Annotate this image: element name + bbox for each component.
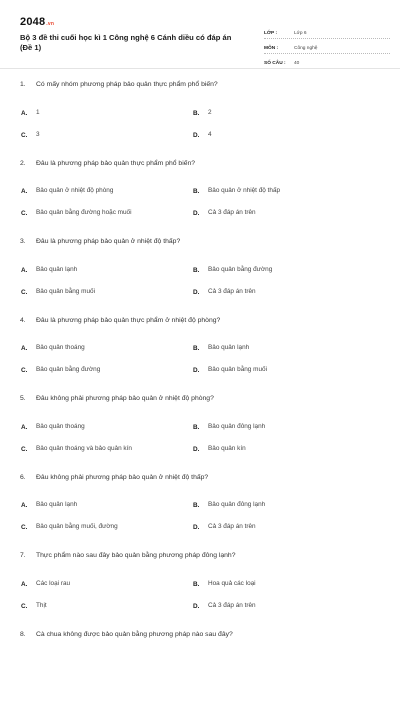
answer-option-c[interactable]	[20, 517, 192, 539]
question-stem: Có mấy nhóm phương pháp bảo quản thực phẩm phổ biến?	[36, 81, 218, 88]
option-letter: B.	[192, 267, 208, 274]
option-text: Bảo quản lạnh	[208, 344, 364, 353]
answer-option-b[interactable]	[192, 416, 364, 438]
question-4	[20, 316, 380, 395]
question-number: 5.	[20, 394, 36, 404]
question-stem: Đâu là phương pháp bảo quản ở nhiệt độ thấp?	[36, 238, 180, 245]
answer-option-b[interactable]	[192, 495, 364, 517]
question-text	[20, 80, 380, 102]
meta-count-label: SỐ CÂU :	[264, 61, 294, 68]
option-text: Bảo quản bằng muối	[208, 366, 364, 375]
option-letter: B.	[192, 502, 208, 509]
option-letter: C.	[20, 132, 36, 139]
option-text: Cả 3 đáp án trên	[208, 602, 364, 611]
answer-option-c[interactable]	[20, 124, 192, 146]
answer-options	[20, 181, 380, 225]
question-7	[20, 551, 380, 630]
option-letter: C.	[20, 446, 36, 453]
meta-grade-label: LỚP :	[264, 31, 294, 38]
answer-option-b[interactable]	[192, 102, 364, 124]
answer-option-c[interactable]	[20, 595, 192, 617]
answer-option-d[interactable]	[192, 517, 364, 539]
meta-count	[264, 54, 390, 69]
option-text: 1	[36, 109, 192, 118]
meta-grade	[264, 24, 390, 39]
option-letter: C.	[20, 603, 36, 610]
answer-options	[20, 338, 380, 382]
question-1	[20, 80, 380, 159]
answer-option-a[interactable]	[20, 181, 192, 203]
option-letter: C.	[20, 524, 36, 531]
option-text: Cả 3 đáp án trên	[208, 288, 364, 297]
option-text: Bảo quản thoáng	[36, 423, 192, 432]
answer-option-a[interactable]	[20, 338, 192, 360]
question-stem: Đâu không phải phương pháp bảo quản ở nhiệt độ thấp?	[36, 474, 208, 481]
answer-option-a[interactable]	[20, 416, 192, 438]
option-text: Bảo quản lạnh	[36, 266, 192, 275]
question-number: 4.	[20, 316, 36, 326]
answer-options	[20, 573, 380, 617]
question-6	[20, 473, 380, 552]
option-letter: B.	[192, 345, 208, 352]
question-text	[20, 316, 380, 338]
question-number: 2.	[20, 159, 36, 169]
answer-option-a[interactable]	[20, 259, 192, 281]
answer-option-d[interactable]	[192, 124, 364, 146]
question-number: 3.	[20, 237, 36, 247]
question-text	[20, 630, 380, 652]
option-letter: C.	[20, 367, 36, 374]
option-text: Bảo quản bằng đường	[208, 266, 364, 275]
option-letter: A.	[20, 502, 36, 509]
option-text: Bảo quản ở nhiệt độ phòng	[36, 187, 192, 196]
option-text: 3	[36, 131, 192, 140]
option-text: Thịt	[36, 602, 192, 611]
meta-subject-label: MÔN :	[264, 46, 294, 53]
option-letter: B.	[192, 188, 208, 195]
option-text: Bảo quản bằng muối	[36, 288, 192, 297]
option-letter: D.	[192, 210, 208, 217]
question-number: 8.	[20, 630, 36, 640]
option-text: Bảo quản bằng đường	[36, 366, 192, 375]
option-letter: D.	[192, 524, 208, 531]
answer-option-b[interactable]	[192, 259, 364, 281]
question-text	[20, 394, 380, 416]
answer-option-b[interactable]	[192, 181, 364, 203]
option-letter: A.	[20, 188, 36, 195]
option-text: Bảo quản đông lạnh	[208, 501, 364, 510]
site-logo[interactable]: 2048.vn	[20, 16, 54, 28]
option-text: Cả 3 đáp án trên	[208, 209, 364, 218]
question-number: 7.	[20, 551, 36, 561]
question-stem: Đâu là phương pháp bảo quản thực phẩm ở nhiệt độ phòng?	[36, 317, 220, 324]
option-text: Bảo quản thoáng và bảo quản kín	[36, 445, 192, 454]
question-stem: Đâu là phương pháp bảo quản thực phẩm phổ biến?	[36, 160, 195, 167]
option-letter: A.	[20, 345, 36, 352]
answer-option-a[interactable]	[20, 573, 192, 595]
option-letter: B.	[192, 581, 208, 588]
option-text: Bảo quản ở nhiệt độ thấp	[208, 187, 364, 196]
option-letter: D.	[192, 289, 208, 296]
option-text: Bảo quản bằng muối, đường	[36, 523, 192, 532]
option-letter: D.	[192, 132, 208, 139]
answer-options	[20, 259, 380, 303]
option-text: Các loại rau	[36, 580, 192, 589]
answer-option-d[interactable]	[192, 595, 364, 617]
question-number: 6.	[20, 473, 36, 483]
option-letter: A.	[20, 110, 36, 117]
answer-option-b[interactable]	[192, 338, 364, 360]
option-text: Bảo quản bằng đường hoặc muối	[36, 209, 192, 218]
option-text: Bảo quản lạnh	[36, 501, 192, 510]
question-text	[20, 473, 380, 495]
option-letter: C.	[20, 210, 36, 217]
meta-subject	[264, 39, 390, 54]
question-list	[20, 80, 380, 708]
answer-options	[20, 102, 380, 146]
meta-count-value: 40	[294, 61, 299, 68]
answer-option-d[interactable]	[192, 438, 364, 460]
question-text	[20, 159, 380, 181]
answer-option-c[interactable]	[20, 281, 192, 303]
question-text	[20, 237, 380, 259]
answer-option-d[interactable]	[192, 203, 364, 225]
option-text: Cả 3 đáp án trên	[208, 523, 364, 532]
question-stem: Thực phẩm nào sau đây bảo quản bằng phương pháp đông lạnh?	[36, 552, 236, 559]
answer-option-c[interactable]	[20, 438, 192, 460]
exam-header	[12, 10, 390, 70]
option-text: Hoa quả các loại	[208, 580, 364, 589]
option-text: 4	[208, 131, 364, 140]
question-8	[20, 630, 380, 708]
option-letter: A.	[20, 581, 36, 588]
option-text: Bảo quản thoáng	[36, 344, 192, 353]
meta-grade-value: Lớp 6	[294, 31, 306, 38]
answer-option-b[interactable]	[192, 573, 364, 595]
option-letter: A.	[20, 267, 36, 274]
question-3	[20, 237, 380, 316]
option-letter: B.	[192, 110, 208, 117]
meta-subject-value: Công nghệ	[294, 46, 317, 53]
answer-option-d[interactable]	[192, 360, 364, 382]
question-stem: Đâu không phải phương pháp bảo quản ở nhiệt độ phòng?	[36, 395, 214, 402]
option-letter: D.	[192, 446, 208, 453]
answer-options	[20, 495, 380, 539]
option-text: Bảo quản đông lạnh	[208, 423, 364, 432]
answer-option-c[interactable]	[20, 203, 192, 225]
question-stem: Cà chua không được bảo quản bằng phương pháp nào sau đây?	[36, 631, 233, 638]
option-letter: D.	[192, 603, 208, 610]
option-text: 2	[208, 109, 364, 118]
option-letter: D.	[192, 367, 208, 374]
answer-option-d[interactable]	[192, 281, 364, 303]
question-5	[20, 394, 380, 473]
exam-title: Bộ 3 đề thi cuối học kì 1 Công nghệ 6 Cánh diều có đáp án (Đề 1)	[20, 33, 235, 53]
answer-option-c[interactable]	[20, 360, 192, 382]
answer-option-a[interactable]	[20, 102, 192, 124]
option-letter: B.	[192, 424, 208, 431]
option-letter: C.	[20, 289, 36, 296]
option-letter: A.	[20, 424, 36, 431]
answer-option-a[interactable]	[20, 495, 192, 517]
option-text: Bảo quản kín	[208, 445, 364, 454]
question-text	[20, 551, 380, 573]
header-divider	[0, 68, 400, 69]
question-number: 1.	[20, 80, 36, 90]
question-2	[20, 159, 380, 238]
exam-meta	[264, 24, 390, 69]
answer-options	[20, 416, 380, 460]
